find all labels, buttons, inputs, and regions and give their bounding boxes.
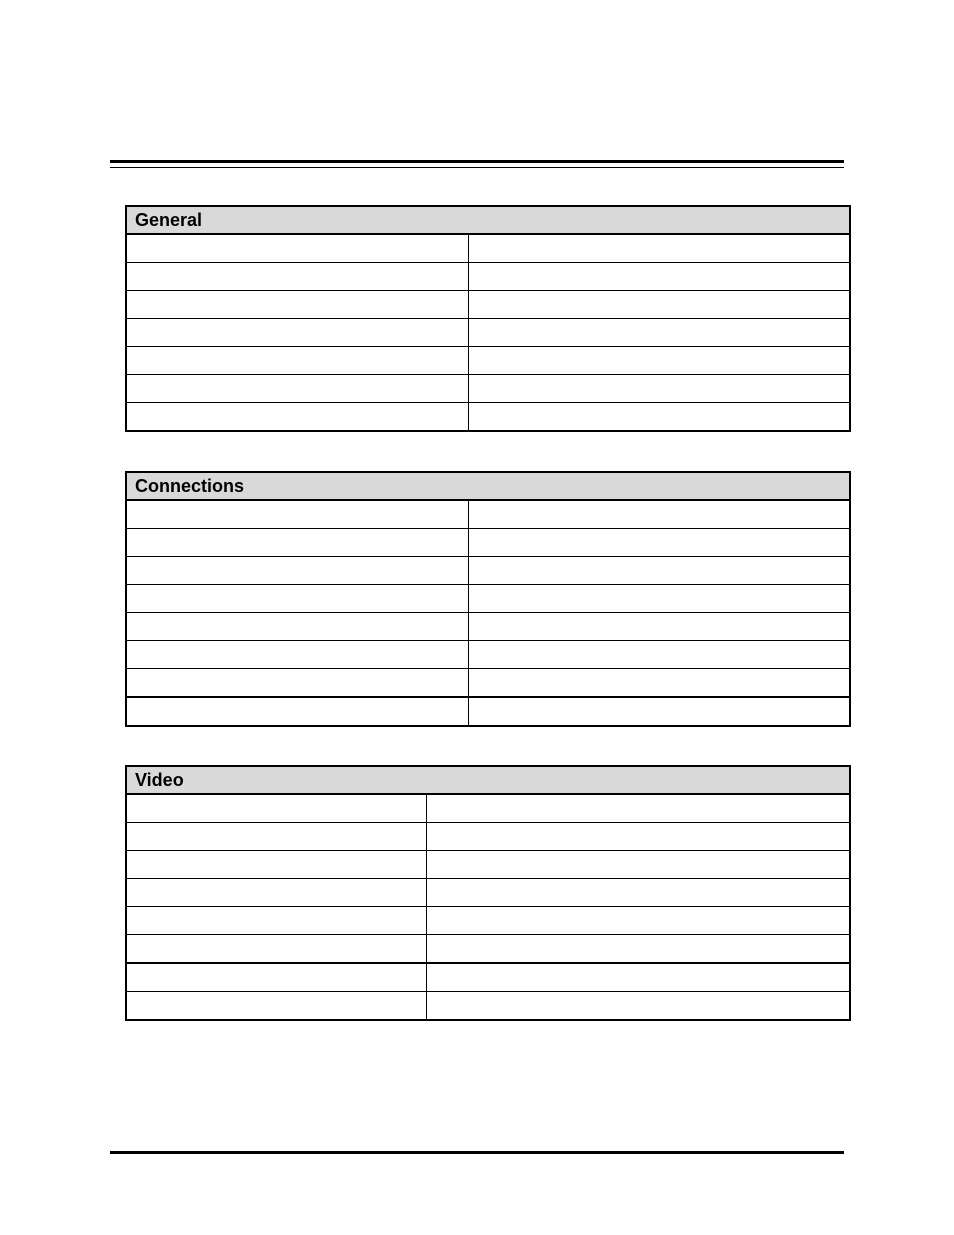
spec-label-cell xyxy=(126,907,426,935)
spec-value-cell xyxy=(468,319,850,347)
table-row xyxy=(126,641,850,669)
table-row xyxy=(126,529,850,557)
table-row xyxy=(126,992,850,1021)
spec-label-cell xyxy=(126,992,426,1021)
spec-value-cell xyxy=(468,347,850,375)
spec-value-cell xyxy=(426,963,850,992)
spec-value-cell xyxy=(468,403,850,432)
spec-label-cell xyxy=(126,613,468,641)
spec-label-cell xyxy=(126,319,468,347)
spec-label-cell xyxy=(126,669,468,698)
section-title-general: General xyxy=(126,206,850,234)
spec-value-cell xyxy=(468,500,850,529)
spec-value-cell xyxy=(426,851,850,879)
general-spec-table xyxy=(125,205,851,432)
spec-label-cell xyxy=(126,529,468,557)
table-row xyxy=(126,697,850,726)
spec-label-cell xyxy=(126,851,426,879)
table-row xyxy=(126,585,850,613)
spec-label-cell xyxy=(126,375,468,403)
spec-value-cell xyxy=(468,613,850,641)
spec-label-cell xyxy=(126,557,468,585)
spec-value-cell xyxy=(426,794,850,823)
spec-value-cell xyxy=(426,823,850,851)
spec-label-cell xyxy=(126,823,426,851)
footer-rule xyxy=(110,1151,844,1154)
table-row xyxy=(126,347,850,375)
table-row xyxy=(126,823,850,851)
table-row xyxy=(126,851,850,879)
table-row xyxy=(126,557,850,585)
spec-label-cell xyxy=(126,347,468,375)
spec-label-cell xyxy=(126,641,468,669)
spec-value-cell xyxy=(468,669,850,698)
spec-value-cell xyxy=(468,529,850,557)
connections-spec-table xyxy=(125,471,851,727)
section-title-video: Video xyxy=(126,766,850,794)
spec-label-cell xyxy=(126,794,426,823)
spec-value-cell xyxy=(468,291,850,319)
spec-label-cell xyxy=(126,500,468,529)
spec-label-cell xyxy=(126,963,426,992)
table-row xyxy=(126,234,850,263)
table-row xyxy=(126,375,850,403)
spec-label-cell xyxy=(126,291,468,319)
header-double-rule xyxy=(110,160,844,168)
spec-label-cell xyxy=(126,585,468,613)
spec-label-cell xyxy=(126,234,468,263)
table-row xyxy=(126,907,850,935)
section-title-connections: Connections xyxy=(126,472,850,500)
table-row xyxy=(126,963,850,992)
spec-label-cell xyxy=(126,263,468,291)
spec-value-cell xyxy=(426,907,850,935)
table-header-row xyxy=(126,766,850,794)
table-row xyxy=(126,669,850,698)
spec-label-cell xyxy=(126,403,468,432)
spec-value-cell xyxy=(468,557,850,585)
spec-value-cell xyxy=(468,585,850,613)
table-row xyxy=(126,879,850,907)
table-row xyxy=(126,291,850,319)
table-header-row xyxy=(126,206,850,234)
spec-value-cell xyxy=(426,879,850,907)
table-row xyxy=(126,935,850,964)
spec-label-cell xyxy=(126,935,426,964)
spec-value-cell xyxy=(468,263,850,291)
spec-value-cell xyxy=(468,641,850,669)
spec-value-cell xyxy=(468,697,850,726)
spec-value-cell xyxy=(468,234,850,263)
spec-value-cell xyxy=(426,992,850,1021)
table-row xyxy=(126,263,850,291)
spec-label-cell xyxy=(126,697,468,726)
table-row xyxy=(126,500,850,529)
table-header-row xyxy=(126,472,850,500)
spec-value-cell xyxy=(468,375,850,403)
spec-label-cell xyxy=(126,879,426,907)
table-row xyxy=(126,319,850,347)
table-row xyxy=(126,794,850,823)
table-row xyxy=(126,613,850,641)
spec-value-cell xyxy=(426,935,850,964)
table-row xyxy=(126,403,850,432)
video-spec-table xyxy=(125,765,851,1021)
